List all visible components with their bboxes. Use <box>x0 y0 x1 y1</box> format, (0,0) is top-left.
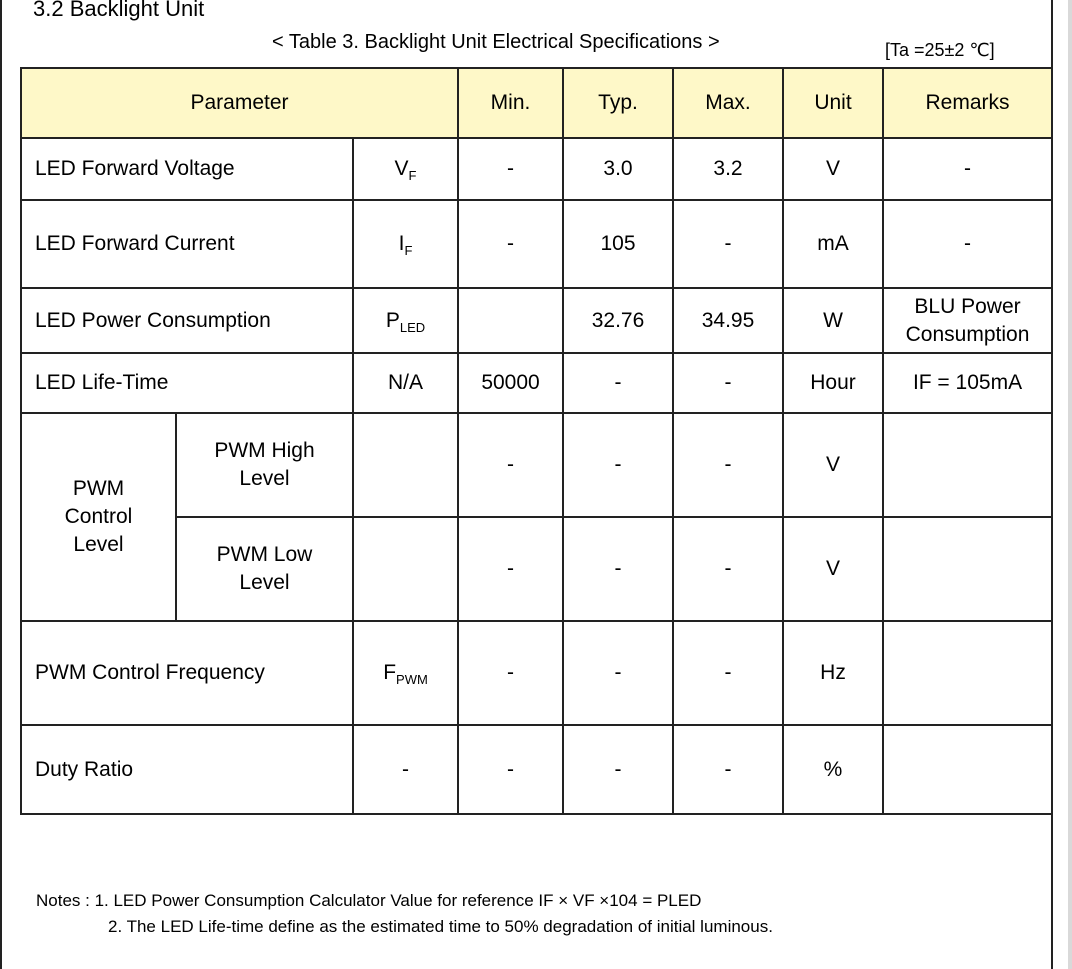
max-cell: - <box>673 517 783 621</box>
typ-cell: - <box>563 621 673 725</box>
table-row <box>21 353 1052 413</box>
remarks-cell: - <box>883 200 1052 288</box>
unit-cell: % <box>783 725 883 814</box>
min-cell: - <box>458 200 563 288</box>
table-row <box>21 200 1052 288</box>
min-cell: 50000 <box>458 353 563 413</box>
typ-cell: 105 <box>563 200 673 288</box>
symbol-cell: $F_{PWM}$ <box>353 621 458 725</box>
header-typ: Typ. <box>563 68 673 138</box>
min-cell: - <box>458 413 563 517</box>
min-cell <box>458 288 563 353</box>
symbol-cell: $I_F$ <box>353 200 458 288</box>
remarks-cell <box>883 725 1052 814</box>
param-cell: PWM Low Level <box>176 517 353 621</box>
symbol-cell <box>353 413 458 517</box>
unit-cell: W <box>783 288 883 353</box>
table-row <box>21 288 1052 353</box>
unit-cell: V <box>783 413 883 517</box>
param-cell: LED Forward Voltage <box>21 138 353 200</box>
min-cell: - <box>458 725 563 814</box>
min-cell: - <box>458 621 563 725</box>
ambient-conditions: [Ta =25±2 ℃] <box>885 40 995 60</box>
param-cell: PWM Control Frequency <box>21 621 353 725</box>
symbol-cell: N/A <box>353 353 458 413</box>
header-min: Min. <box>458 68 563 138</box>
unit-cell: Hour <box>783 353 883 413</box>
max-cell: - <box>673 621 783 725</box>
typ-cell: 3.0 <box>563 138 673 200</box>
notes <box>36 888 773 940</box>
max-cell: - <box>673 200 783 288</box>
max-cell: - <box>673 353 783 413</box>
param-cell: PWM High Level <box>176 413 353 517</box>
remarks-cell <box>883 413 1052 517</box>
header-unit: Unit <box>783 68 883 138</box>
section-title: 3.2 Backlight Unit <box>33 0 205 21</box>
remarks-cell <box>883 517 1052 621</box>
symbol-cell: - <box>353 725 458 814</box>
header-parameter: Parameter <box>21 68 458 138</box>
unit-cell: mA <box>783 200 883 288</box>
table-row <box>21 621 1052 725</box>
header-max: Max. <box>673 68 783 138</box>
typ-cell: - <box>563 725 673 814</box>
table-caption: < Table 3. Backlight Unit Electrical Specifications > <box>272 31 720 53</box>
note-line-1: Notes : 1. LED Power Consumption Calculator Value for reference IF × VF ×104 = PLED <box>36 891 702 910</box>
param-cell: LED Power Consumption <box>21 288 353 353</box>
max-cell: 34.95 <box>673 288 783 353</box>
pwm-group-cell: PWM Control Level <box>21 413 176 621</box>
remarks-cell: BLU Power Consumption <box>883 288 1052 353</box>
table-row <box>21 725 1052 814</box>
table-row <box>21 413 1052 517</box>
unit-cell: V <box>783 517 883 621</box>
max-cell: 3.2 <box>673 138 783 200</box>
typ-cell: - <box>563 413 673 517</box>
table-row <box>21 517 1052 621</box>
remarks-cell: - <box>883 138 1052 200</box>
table-row <box>21 138 1052 200</box>
param-cell: LED Life-Time <box>21 353 353 413</box>
typ-cell: - <box>563 353 673 413</box>
typ-cell: 32.76 <box>563 288 673 353</box>
unit-cell: V <box>783 138 883 200</box>
table-header-row <box>21 68 1052 138</box>
max-cell: - <box>673 413 783 517</box>
remarks-cell: IF = 105mA <box>883 353 1052 413</box>
note-line-2: 2. The LED Life-time define as the estimated time to 50% degradation of initial luminous. <box>108 917 773 936</box>
min-cell: - <box>458 517 563 621</box>
header-remarks: Remarks <box>883 68 1052 138</box>
param-cell: LED Forward Current <box>21 200 353 288</box>
symbol-cell: $V_F$ <box>353 138 458 200</box>
backlight-spec-table <box>20 67 1053 815</box>
symbol-cell <box>353 517 458 621</box>
typ-cell: - <box>563 517 673 621</box>
min-cell: - <box>458 138 563 200</box>
symbol-cell: $P_{LED}$ <box>353 288 458 353</box>
max-cell: - <box>673 725 783 814</box>
unit-cell: Hz <box>783 621 883 725</box>
remarks-cell <box>883 621 1052 725</box>
page-edge-shadow <box>1068 0 1072 969</box>
param-cell: Duty Ratio <box>21 725 353 814</box>
